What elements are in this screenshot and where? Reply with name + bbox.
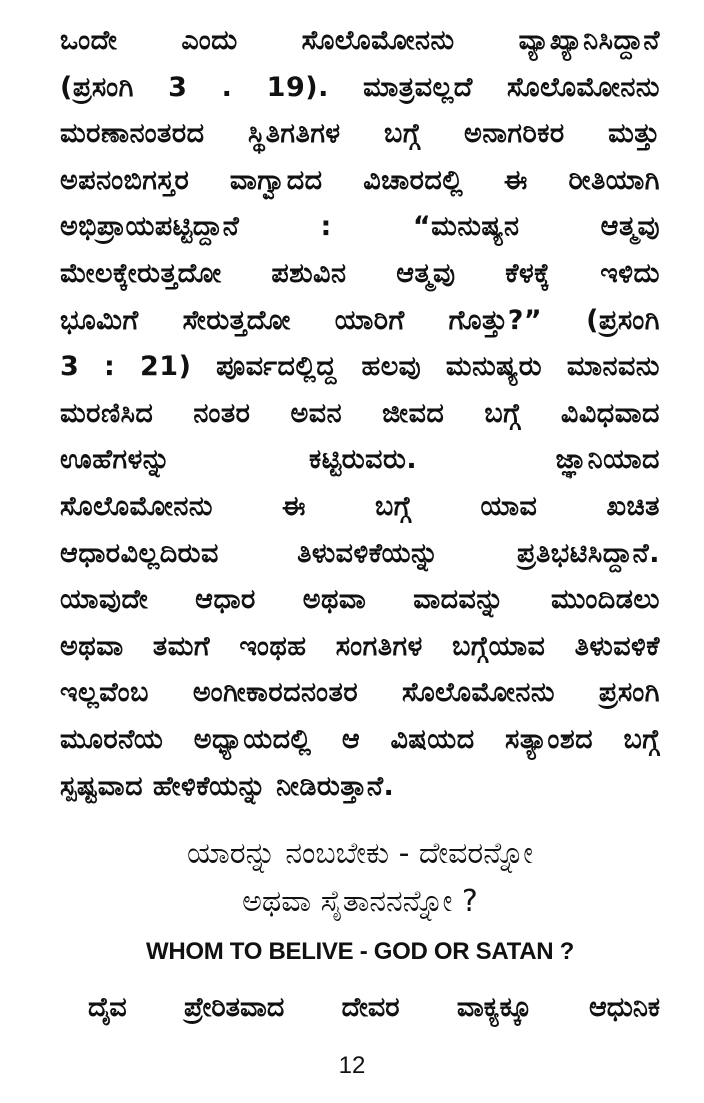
paragraph-line: ಸೊಲೊಮೋನನು ಈ ಬಗ್ಗೆ ಯಾವ ಖಚಿತ bbox=[60, 490, 660, 522]
section-heading-kannada-line1: ಯಾರನ್ನು ನಂಬಬೇಕು - ದೇವರನ್ನೋ bbox=[186, 836, 533, 871]
paragraph-line: ಭೂಮಿಗೆ ಸೇರುತ್ತದೋ ಯಾರಿಗೆ ಗೊತ್ತು?” (ಪ್ರಸಂಗಿ bbox=[60, 304, 660, 336]
paragraph-line: ಅಪನಂಬಿಗಸ್ತರ ವಾಗ್ವಾದದ ವಿಚಾರದಲ್ಲಿ ಈ ರೀತಿಯಾಗಿ bbox=[60, 164, 660, 196]
next-paragraph-first-line: ದೈವ ಪ್ರೇರಿತವಾದ ದೇವರ ವಾಕ್ಯಕ್ಕೂ ಆಧುನಿಕ bbox=[88, 992, 660, 1023]
paragraph-line: ಸ್ಪಷ್ಟವಾದ ಹೇಳಿಕೆಯನ್ನು ನೀಡಿರುತ್ತಾನೆ. bbox=[60, 770, 395, 802]
body-paragraph bbox=[60, 18, 660, 810]
paragraph-line: 3 : 21) ಪೂರ್ವದಲ್ಲಿದ್ದ ಹಲವು ಮನುಷ್ಯರು ಮಾನವನು bbox=[60, 351, 660, 383]
paragraph-line: ಆಧಾರವಿಲ್ಲದಿರುವ ತಿಳುವಳಿಕೆಯನ್ನು ಪ್ರತಿಭಟಿಸಿದ್ದಾನೆ. bbox=[60, 537, 660, 569]
paragraph-line: (ಪ್ರಸಂಗಿ 3 . 19). ಮಾತ್ರವಲ್ಲದೆ ಸೊಲೊಮೋನನು bbox=[60, 71, 660, 103]
paragraph-line: ಮರಣಾನಂತರದ ಸ್ಥಿತಿಗತಿಗಳ ಬಗ್ಗೆ ಅನಾಗರಿಕರ ಮತ್ತು bbox=[60, 118, 660, 150]
paragraph-line: ಮೂರನೆಯ ಅಧ್ಯಾಯದಲ್ಲಿ ಆ ವಿಷಯದ ಸತ್ಯಾಂಶದ ಬಗ್ಗೆ bbox=[60, 723, 660, 755]
paragraph-line: ಒಂದೇ ಎಂದು ಸೊಲೊಮೋನನು ವ್ಯಾಖ್ಯಾನಿಸಿದ್ದಾನೆ bbox=[60, 25, 660, 56]
section-heading-english: WHOM TO BELIVE - GOD OR SATAN ? bbox=[145, 938, 575, 965]
paragraph-line: ಮರಣಿಸಿದ ನಂತರ ಅವನ ಜೀವದ ಬಗ್ಗೆ ವಿವಿಧವಾದ bbox=[60, 397, 660, 429]
paragraph-line: ಯಾವುದೇ ಆಧಾರ ಅಥವಾ ವಾದವನ್ನು ಮುಂದಿಡಲು bbox=[60, 584, 660, 616]
paragraph-line: ಇಲ್ಲವೆಂಬ ಅಂಗೀಕಾರದನಂತರ ಸೊಲೊಮೋನನು ಪ್ರಸಂಗಿ bbox=[60, 677, 660, 709]
paragraph-line: ಮೇಲಕ್ಕೇರುತ್ತದೋ ಪಶುವಿನ ಆತ್ಮವು ಕೆಳಕ್ಕೆ ಇಳಿದು bbox=[60, 257, 660, 289]
page-number: 12 bbox=[338, 1052, 366, 1079]
paragraph-line: ಅಭಿಪ್ರಾಯಪಟ್ಟಿದ್ದಾನೆ : “ಮನುಷ್ಯನ ಆತ್ಮವು bbox=[60, 211, 660, 243]
section-heading-kannada-line2: ಅಥವಾ ಸೈತಾನನನ್ನೋ ? bbox=[242, 884, 478, 919]
paragraph-line: ಅಥವಾ ತಮಗೆ ಇಂಥಹ ಸಂಗತಿಗಳ ಬಗ್ಗೆಯಾವ ತಿಳುವಳಿಕೆ bbox=[60, 630, 660, 662]
paragraph-line: ಊಹೆಗಳನ್ನು ಕಟ್ಟಿರುವರು. ಜ್ಞಾನಿಯಾದ bbox=[60, 444, 660, 476]
